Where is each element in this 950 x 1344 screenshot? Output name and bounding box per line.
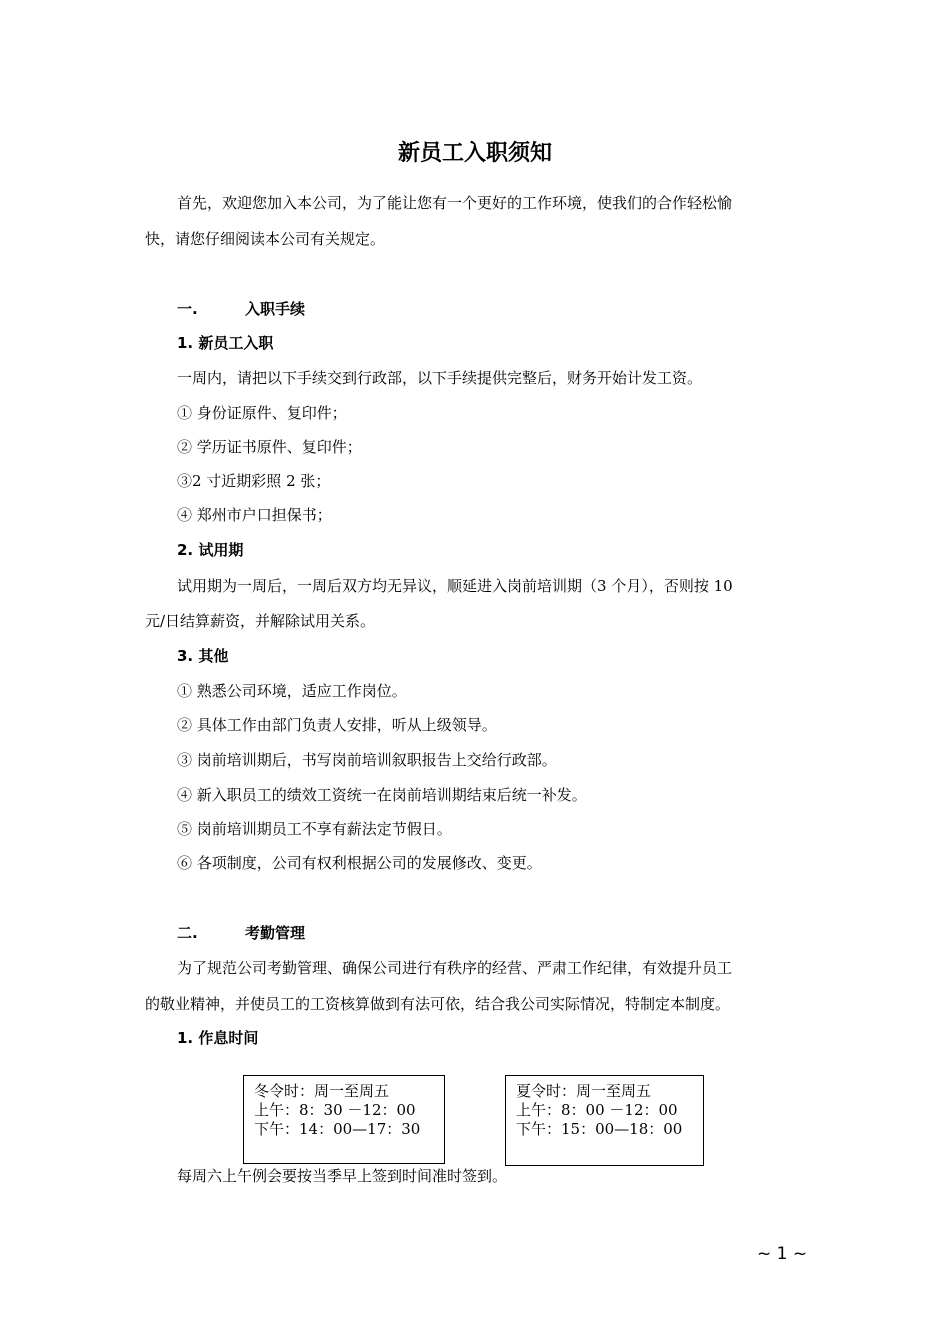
list-item: ① 身份证原件、复印件；	[177, 404, 347, 422]
summer-afternoon-hours: 下午：15：00—18：00	[516, 1120, 683, 1138]
page-number: ~ 1 ~	[757, 1244, 808, 1264]
list-item: ② 具体工作由部门负责人安排，听从上级领导。	[177, 716, 497, 734]
summer-schedule-title: 夏令时：周一至周五	[516, 1082, 652, 1100]
intro-line-2: 快，请您仔细阅读本公司有关规定。	[145, 230, 386, 248]
page-title: 新员工入职须知	[397, 141, 552, 166]
list-item: ⑤ 岗前培训期员工不享有薪法定节假日。	[177, 820, 452, 838]
winter-schedule-title: 冬令时：周一至周五	[254, 1082, 390, 1100]
summer-morning-hours: 上午：8：00 －12：00	[516, 1101, 678, 1119]
winter-morning-hours: 上午：8：30 －12：00	[254, 1101, 416, 1119]
list-item: ④ 新入职员工的绩效工资统一在岗前培训期结束后统一补发。	[177, 786, 587, 804]
summer-schedule-box	[505, 1075, 704, 1166]
list-item: ④ 郑州市户口担保书；	[177, 506, 332, 524]
subsection-heading: 2. 试用期	[177, 541, 244, 559]
list-item: ② 学历证书原件、复印件；	[177, 438, 362, 456]
paragraph-line: 试用期为一周后，一周后双方均无异议，顺延进入岗前培训期（3 个月），否则按 10	[177, 577, 733, 595]
list-item: ⑥ 各项制度，公司有权利根据公司的发展修改、变更。	[177, 854, 542, 872]
paragraph-line: 的敬业精神，并使员工的工资核算做到有法可依，结合我公司实际情况，特制定本制度。	[145, 995, 731, 1013]
section-1-number: 一.	[177, 300, 198, 318]
subsection-heading: 1. 作息时间	[177, 1029, 259, 1047]
intro-line-1: 首先，欢迎您加入本公司，为了能让您有一个更好的工作环境，使我们的合作轻松愉	[177, 194, 733, 212]
paragraph: 一周内，请把以下手续交到行政部，以下手续提供完整后，财务开始计发工资。	[177, 369, 703, 387]
list-item: ① 熟悉公司环境，适应工作岗位。	[177, 682, 407, 700]
paragraph-line: 为了规范公司考勤管理、确保公司进行有秩序的经营、严肃工作纪律，有效提升员工	[177, 959, 733, 977]
list-item: ③ 岗前培训期后，书写岗前培训叙职报告上交给行政部。	[177, 751, 557, 769]
section-1-title: 入职手续	[245, 300, 306, 318]
subsection-heading: 3. 其他	[177, 647, 229, 665]
winter-afternoon-hours: 下午：14：00—17：30	[254, 1120, 421, 1138]
winter-schedule-box	[243, 1075, 445, 1164]
paragraph: 每周六上午例会要按当季早上签到时间准时签到。	[177, 1167, 508, 1185]
paragraph-line: 元/日结算薪资，并解除试用关系。	[145, 612, 376, 630]
list-item: ③2 寸近期彩照 2 张；	[177, 472, 331, 490]
section-2-number: 二.	[177, 924, 198, 942]
subsection-heading: 1. 新员工入职	[177, 334, 274, 352]
section-2-title: 考勤管理	[245, 924, 306, 942]
